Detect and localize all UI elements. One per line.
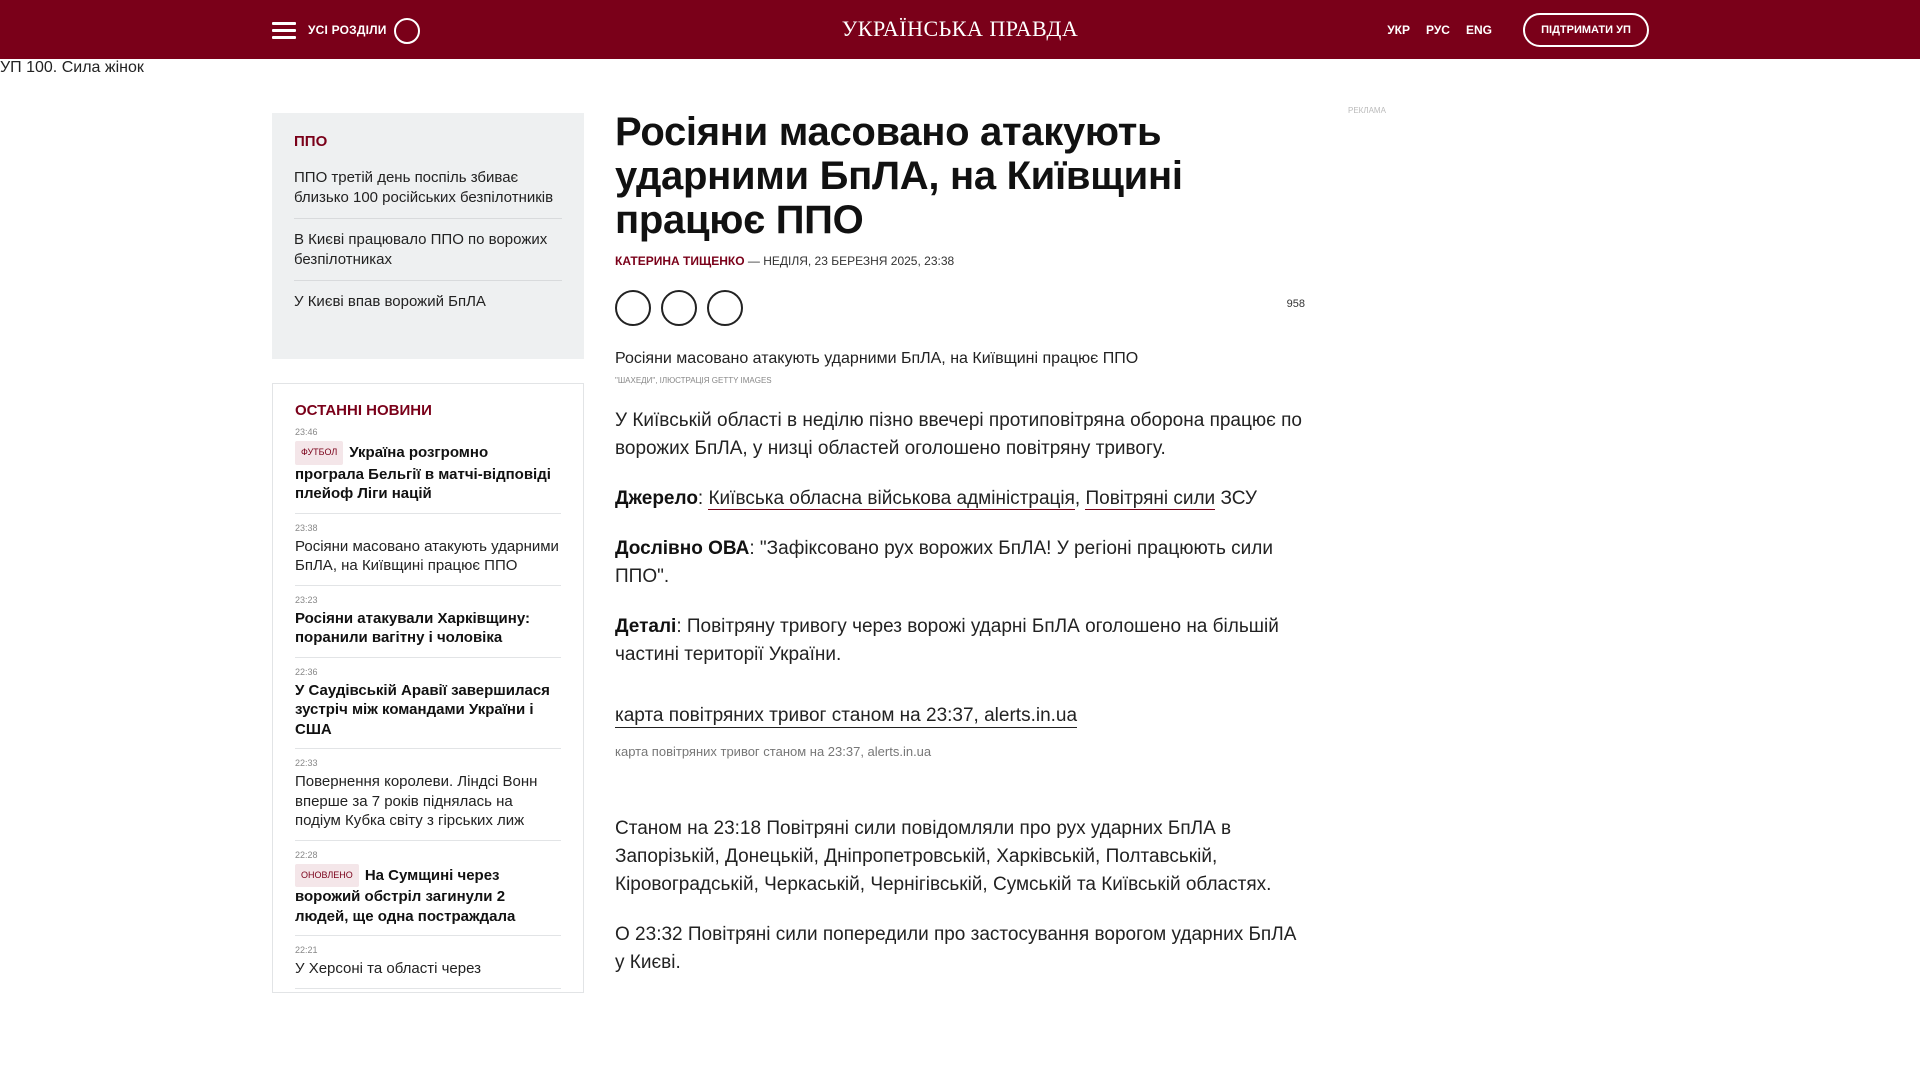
alerts-map-image-link[interactable]: карта повітряних тривог станом на 23:37, alerts.in.ua	[615, 705, 1078, 726]
quote-text: : "Зафіксовано рух ворожих БпЛА! У регіоні працюють сили ППО".	[615, 538, 1273, 587]
views-count: 958	[1286, 298, 1305, 310]
details-paragraph	[615, 613, 1305, 669]
article	[615, 110, 1305, 977]
source-tail: ЗСУ	[1215, 488, 1257, 509]
news-headline-text: Росіяни атакували Харківщину: поранили вагітну і чоловіка	[295, 609, 530, 646]
news-headline[interactable]	[295, 681, 561, 740]
news-headline[interactable]	[295, 772, 561, 831]
publish-date: НЕДІЛЯ, 23 БЕРЕЗНЯ 2025, 23:38	[763, 254, 955, 268]
details-label: Деталі	[615, 616, 677, 637]
news-time: 23:23	[295, 594, 318, 605]
details-text: : Повітряну тривогу через ворожі ударні БпЛА оголошено на більшій частині території України.	[615, 616, 1279, 665]
support-button[interactable]: ПІДТРИМАТИ УП	[1523, 13, 1649, 47]
latest-news-item[interactable]	[295, 850, 561, 937]
news-headline[interactable]	[295, 609, 561, 648]
news-time: 22:33	[295, 758, 318, 768]
share-twitter-icon[interactable]	[661, 290, 697, 326]
map-caption: карта повітряних тривог станом на 23:37, alerts.in.ua	[615, 744, 932, 759]
news-tag[interactable]: ОНОВЛЕНО	[295, 864, 359, 888]
all-sections-link[interactable]: УСІ РОЗДІЛИ	[308, 23, 387, 37]
news-time: 23:38	[295, 522, 318, 533]
source-comma: ,	[1074, 488, 1086, 509]
lang-eng[interactable]: ENG	[1465, 23, 1492, 37]
byline	[615, 254, 1305, 268]
news-tag[interactable]: ФУТБОЛ	[295, 441, 343, 465]
news-time: 22:28	[295, 849, 318, 860]
site-header	[0, 0, 1920, 59]
article-lead: У Київській області в неділю пізно ввечері протиповітряна оборона працює по ворожих БпЛА, у низці областей оголошено повітряну тривогу.	[615, 410, 1302, 459]
topic-title[interactable]: ППО	[294, 133, 328, 150]
news-time: 22:21	[295, 945, 318, 955]
news-headline-text: Росіяни масовано атакують ударними БпЛА, на Київщині працює ППО	[295, 537, 559, 574]
news-headline-text: На Сумщині через ворожий обстріл загинули 2 людей, ще одна постраждала	[295, 866, 516, 925]
byline-dash: —	[744, 254, 764, 268]
latest-news	[272, 383, 584, 993]
site-logo[interactable]: УКРАЇНСЬКА ПРАВДА	[841, 16, 1079, 41]
news-headline[interactable]	[295, 959, 561, 979]
topic-item[interactable]: ППО третій день поспіль збиває близько 100 російських безпілотників	[294, 168, 562, 219]
topic-item[interactable]: В Києві працювало ППО по ворожих безпілотниках	[294, 230, 562, 281]
source-colon: :	[697, 488, 709, 509]
latest-news-item[interactable]	[295, 945, 561, 989]
topic-item[interactable]: У Києві впав ворожий БпЛА	[294, 293, 486, 310]
banner-image[interactable]: УП 100. Сила жінок	[0, 59, 144, 76]
quote-paragraph	[615, 535, 1305, 591]
news-time: 22:36	[295, 666, 318, 677]
latest-news-title[interactable]: ОСТАННІ НОВИНИ	[295, 402, 432, 419]
source-link-air-force[interactable]: Повітряні сили	[1085, 488, 1216, 509]
latest-news-item[interactable]	[295, 427, 561, 514]
article-paragraph: Станом на 23:18 Повітряні сили повідомляли про рух ударних БпЛА в Запорізькій, Донецькій, Дніпропетровській, Харківській, Полтавській, Кіровоградській, Черкаській, Чернігівській, Сумській та Київській областях.	[615, 818, 1272, 895]
latest-news-item[interactable]	[295, 523, 561, 586]
latest-news-item[interactable]	[295, 758, 561, 841]
latest-news-item[interactable]	[295, 595, 561, 658]
news-headline[interactable]	[295, 537, 561, 576]
lang-ukr[interactable]: УКР	[1387, 23, 1410, 37]
news-headline[interactable]	[295, 864, 561, 927]
author-link[interactable]: КАТЕРИНА ТИЩЕНКО	[615, 254, 745, 268]
topic-box	[272, 113, 584, 359]
share-telegram-icon[interactable]	[707, 290, 743, 326]
source-paragraph	[615, 485, 1305, 513]
article-image: Росіяни масовано атакують ударними БпЛА, на Київщині працює ППО	[615, 350, 1139, 367]
source-link-kyiv-ova[interactable]: Київська обласна військова адміністрація	[708, 488, 1075, 509]
quote-label: Дослівно ОВА	[615, 538, 750, 559]
ad-label: РЕКЛАМА	[1348, 106, 1386, 115]
latest-news-item[interactable]	[295, 667, 561, 750]
share-row	[615, 290, 1305, 326]
share-facebook-icon[interactable]	[615, 290, 651, 326]
news-headline-text: Україна розгромно програла Бельгії в матчі-відповіді плейоф Ліги націй	[295, 444, 551, 502]
news-headline-text: У Херсоні та області через	[295, 960, 482, 977]
article-paragraph: О 23:32 Повітряні сили попередили про застосування ворогом ударних БпЛА у Києві.	[615, 924, 1297, 973]
lang-rus[interactable]: РУС	[1426, 23, 1450, 37]
news-headline[interactable]	[295, 441, 561, 504]
language-switcher	[1387, 23, 1492, 37]
news-headline-text: У Саудівській Аравії завершилася зустріч між командами України і США	[295, 681, 550, 738]
news-headline-text: Повернення королеви. Ліндсі Вонн вперше за 7 років піднялась на подіум Кубка світу з гірських лиж	[295, 773, 538, 829]
latest-news-list	[295, 427, 561, 989]
source-label: Джерело	[615, 488, 698, 509]
image-credit: "ШАХЕДИ", ІЛЮСТРАЦІЯ GETTY IMAGES	[615, 376, 772, 385]
news-time: 23:46	[295, 427, 318, 437]
article-headline: Росіяни масовано атакують ударними БпЛА, на Київщині працює ППО	[615, 110, 1183, 242]
